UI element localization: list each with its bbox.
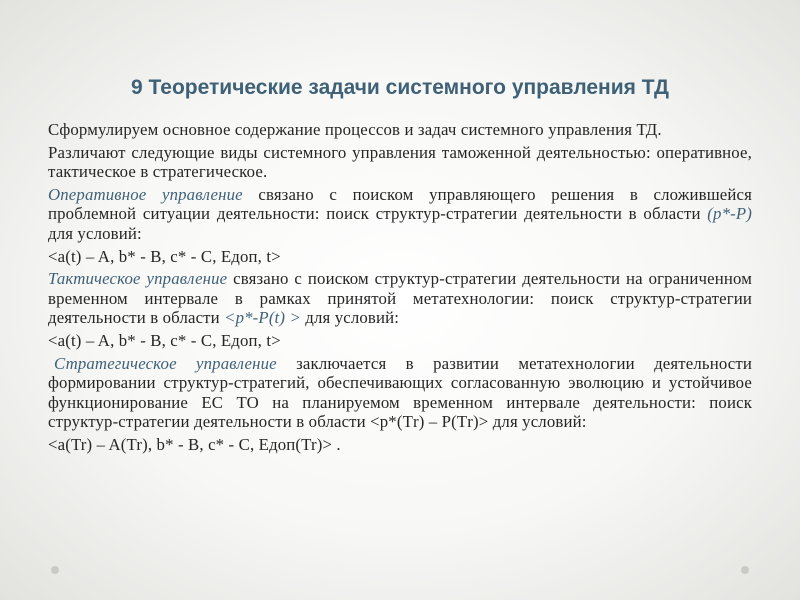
tactical-region: <р*-Р(t) > <box>224 308 301 328</box>
operative-text: связано с поиском управляющего решения в сложившейся проблемной ситуации деятельности: поиск структур-стратегии деятельности в области <box>48 184 752 224</box>
strategic-text: заключается в развитии метатехнологии деятельности формировании структур-стратегий, обеспечивающих согласованную эволюцию и устойчивое функционирование ЕС ТО на планируемом временном интервале деятельности: поиск структур-стратегии деятельности в области <р*(Тr) – Р(Тr)> для условий: <box>48 353 752 432</box>
tactical-tail: для условий: <box>300 308 400 328</box>
paragraph-operative <box>48 185 752 244</box>
slide-body <box>48 120 752 458</box>
term-tactical: Тактическое управление <box>48 269 228 289</box>
paragraph-tactical <box>48 269 752 328</box>
decor-dot-left <box>51 566 59 574</box>
decor-dot-right <box>741 566 749 574</box>
paragraph-intro: Сформулируем основное содержание процессов и задач системного управления ТД. <box>48 120 662 139</box>
tactical-text: связано с поиском структур-стратегии деятельности на ограниченном временном интервале в рамках принятой метатехнологии: поиск структур-стратегии деятельности в области <box>48 269 752 328</box>
operative-region: (р*-Р) <box>707 204 752 224</box>
term-strategic: Стратегическое управление <box>54 353 277 373</box>
condition-tactical: <a(t) – A, b* - B, c* - C, Едоп, t> <box>48 330 281 350</box>
condition-operative: <a(t) – A, b* - B, c* - C, Едоп, t> <box>48 246 281 266</box>
paragraph-strategic <box>48 354 752 432</box>
paragraph-types: Различают следующие виды системного управления таможенной деятельностью: оперативное, тактическое в стратегическое. <box>48 142 752 182</box>
term-operative: Оперативное управление <box>48 184 243 204</box>
slide-title: 9 Теоретические задачи системного управления ТД <box>130 76 670 99</box>
condition-strategic: <a(Tr) – A(Tr), b* - B, c* - C, Едоп(Tr)> . <box>48 434 341 454</box>
operative-tail: для условий: <box>48 223 142 243</box>
